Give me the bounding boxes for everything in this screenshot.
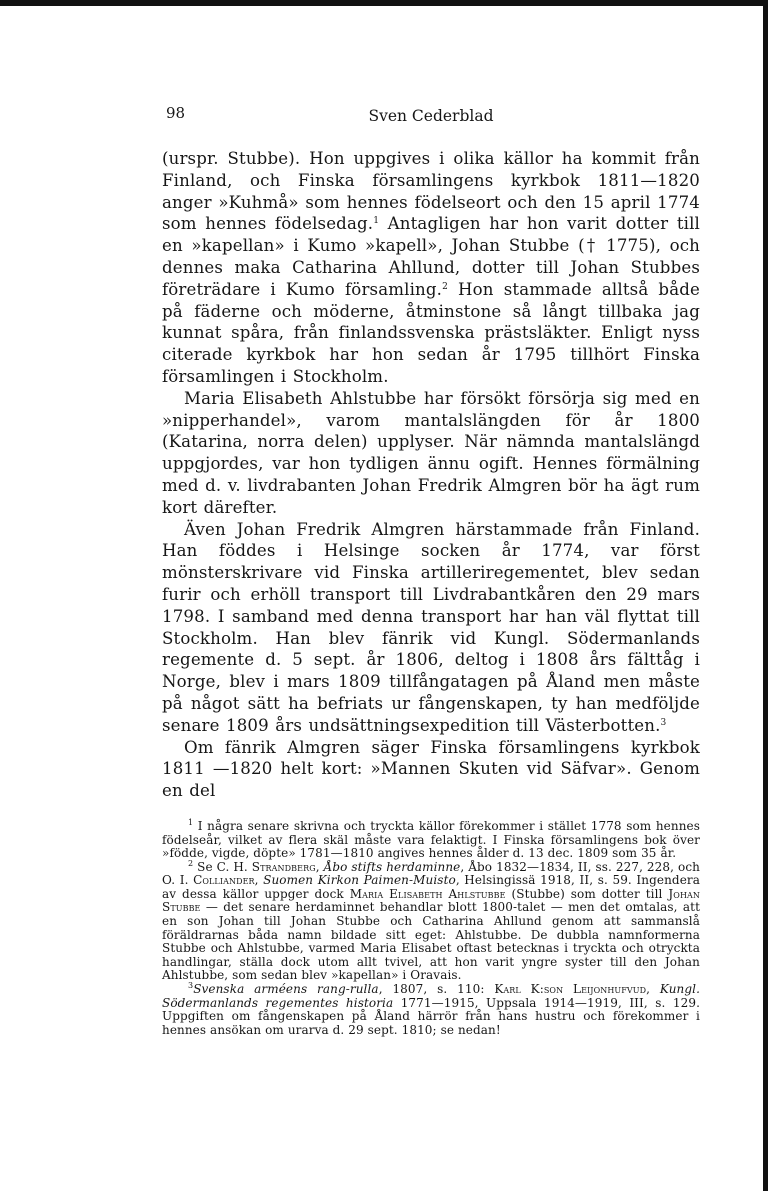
author-colliander: Colliander (193, 873, 255, 888)
footnote-2: $^2$ Se C. H. Strandberg, Åbo stifts herdaminne, Åbo 1832—1834, II, ss. 227, 228, och O. I. Colliander, Suomen Kirkon Paimen-Muisto, Helsingissä 1918, II, s. 59. Ingendera av dessa källor uppger dock Maria Elisabeth Ahlstubbe (Stubbe) som dotter till Johan Stubbe — det senare herdaminnet behandlar blott 1800-talet — men det omtalas, att en son Johan till Johan Stubbe och Catharina Ahllund genom att sammanslå föräldrarnas båda namn bildade sitt eget: Ahlstubbe. De dubbla namnformerna Stubbe och Ahlstubbe, varmed Maria Elisabet oftast betecknas i tryckta och otryckta handlingar, ställa dock utom allt tvivel, att hon varit yngre syster till den Johan Ahlstubbe, som sedan blev »kapellan» i Oravais. (162, 858, 701, 983)
scan-edge-right (763, 0, 768, 1191)
book-page (162, 104, 700, 1037)
footnote-3: $^3$Svenska arméens rang-rulla, 1807, s. 110: Karl K:son Leijonhufvud, Kungl. Södermanlands regementes historia 1771—1915, Uppsala 1914—1919, III, s. 129. Uppgiften om fångenskapen på Åland härrör från hans hustru och förekommer i hennes ansökan om urarva d. 29 sept. 1810; se nedan! (162, 981, 700, 1037)
name-johan-stubbe: Johan Stubbe (162, 886, 701, 915)
title-suomen-kirkon: Suomen Kirkon Paimen-Muisto (263, 873, 456, 888)
footnote-ref-3: 3 (660, 717, 667, 728)
footnotes (162, 817, 701, 1038)
author-strandberg: Strandberg (251, 859, 316, 874)
footnote-mark-1: 1 (188, 817, 194, 827)
footnote-mark-3: 3 (188, 981, 194, 991)
paragraph-3: Även Johan Fredrik Almgren härstammade från Finland. Han föddes i Helsinge socken år 1774, var först mönsterskrivare vid Finska artilleriregementet, blev sedan furir och erhöll transport till Livdrabantkåren den 29 mars 1798. I samband med denna transport har han väl flyttat till Stockholm. Han blev fänrik vid Kungl. Södermanlands regemente d. 5 sept. år 1806, deltog i 1808 års fälttåg i Norge, blev i mars 1809 tillfångatagen på Åland men måste på något sätt ha befriats ur fångenskapen, ty han medföljde senare 1809 års undsättningsexpedition till Västerbotten.$^3$ (162, 519, 700, 735)
scan-edge-top (0, 0, 768, 6)
footnote-mark-2: 2 (188, 858, 194, 868)
running-title: Sven Cederblad (368, 107, 494, 125)
title-abo-stifts-herdaminne: Åbo stifts herdaminne (323, 859, 461, 874)
page-number: 98 (166, 104, 186, 122)
paragraph-4: Om fänrik Almgren säger Finska församlingens kyrkbok 1811 —1820 helt kort: »Mannen Skuten vid Säfvar». Genom en del (162, 737, 700, 801)
footnote-1: $^1$ I några senare skrivna och tryckta källor förekommer i stället 1778 som hennes födelseår, vilket av flera skäl måste vara felaktigt. I Finska församlingens bok över »födde, vigde, döpte» 1781—1810 angives hennes ålder d. 13 dec. 1809 som 35 år. (162, 817, 700, 861)
footnote-ref-1: 1 (373, 216, 380, 227)
paragraph-1: (urspr. Stubbe). Hon uppgives i olika källor ha kommit från Finland, och Finska församlingens kyrkbok 1811—1820 anger »Kuhmå» som hennes födelseort och den 15 april 1774 som hennes födelsedag.$^1$ Antagligen har hon varit dotter till en »kapellan» i Kumo »kapell», Johan Stubbe († 1775), och dennes maka Catharina Ahllund, dotter till Johan Stubbes företrädare i Kumo församling.$^2$ Hon stammade alltså både på fäderne och möderne, åtminstone så långt tillbaka jag kunnat spåra, från finlandssvenska prästsläkter. Enligt nyss citerade kyrkbok har hon sedan år 1795 tillhört Finska församlingen i Stockholm. (162, 149, 701, 386)
running-head (162, 104, 700, 130)
body-text (162, 148, 700, 802)
title-svenska-armeens-rang-rulla: Svenska arméens rang-rulla (193, 982, 379, 997)
title-sodermanlands-regementes-historia: Kungl. Södermanlands regementes historia (162, 982, 700, 1010)
author-leijonhufvud: Karl K:son Leijonhufvud (494, 982, 647, 997)
footnote-ref-2: 2 (442, 281, 448, 292)
paragraph-2: Maria Elisabeth Ahlstubbe har försökt försörja sig med en »nipperhandel», varom mantalslängden för år 1800 (Katarina, norra delen) upplyser. När nämnda mantalslängd uppgjordes, var hon tydligen ännu ogift. Hennes förmälning med d. v. livdrabanten Johan Fredrik Almgren bör ha ägt rum kort därefter. (162, 388, 700, 517)
name-maria-elisabeth-ahlstubbe: Maria Elisabeth Ahlstubbe (349, 886, 506, 901)
